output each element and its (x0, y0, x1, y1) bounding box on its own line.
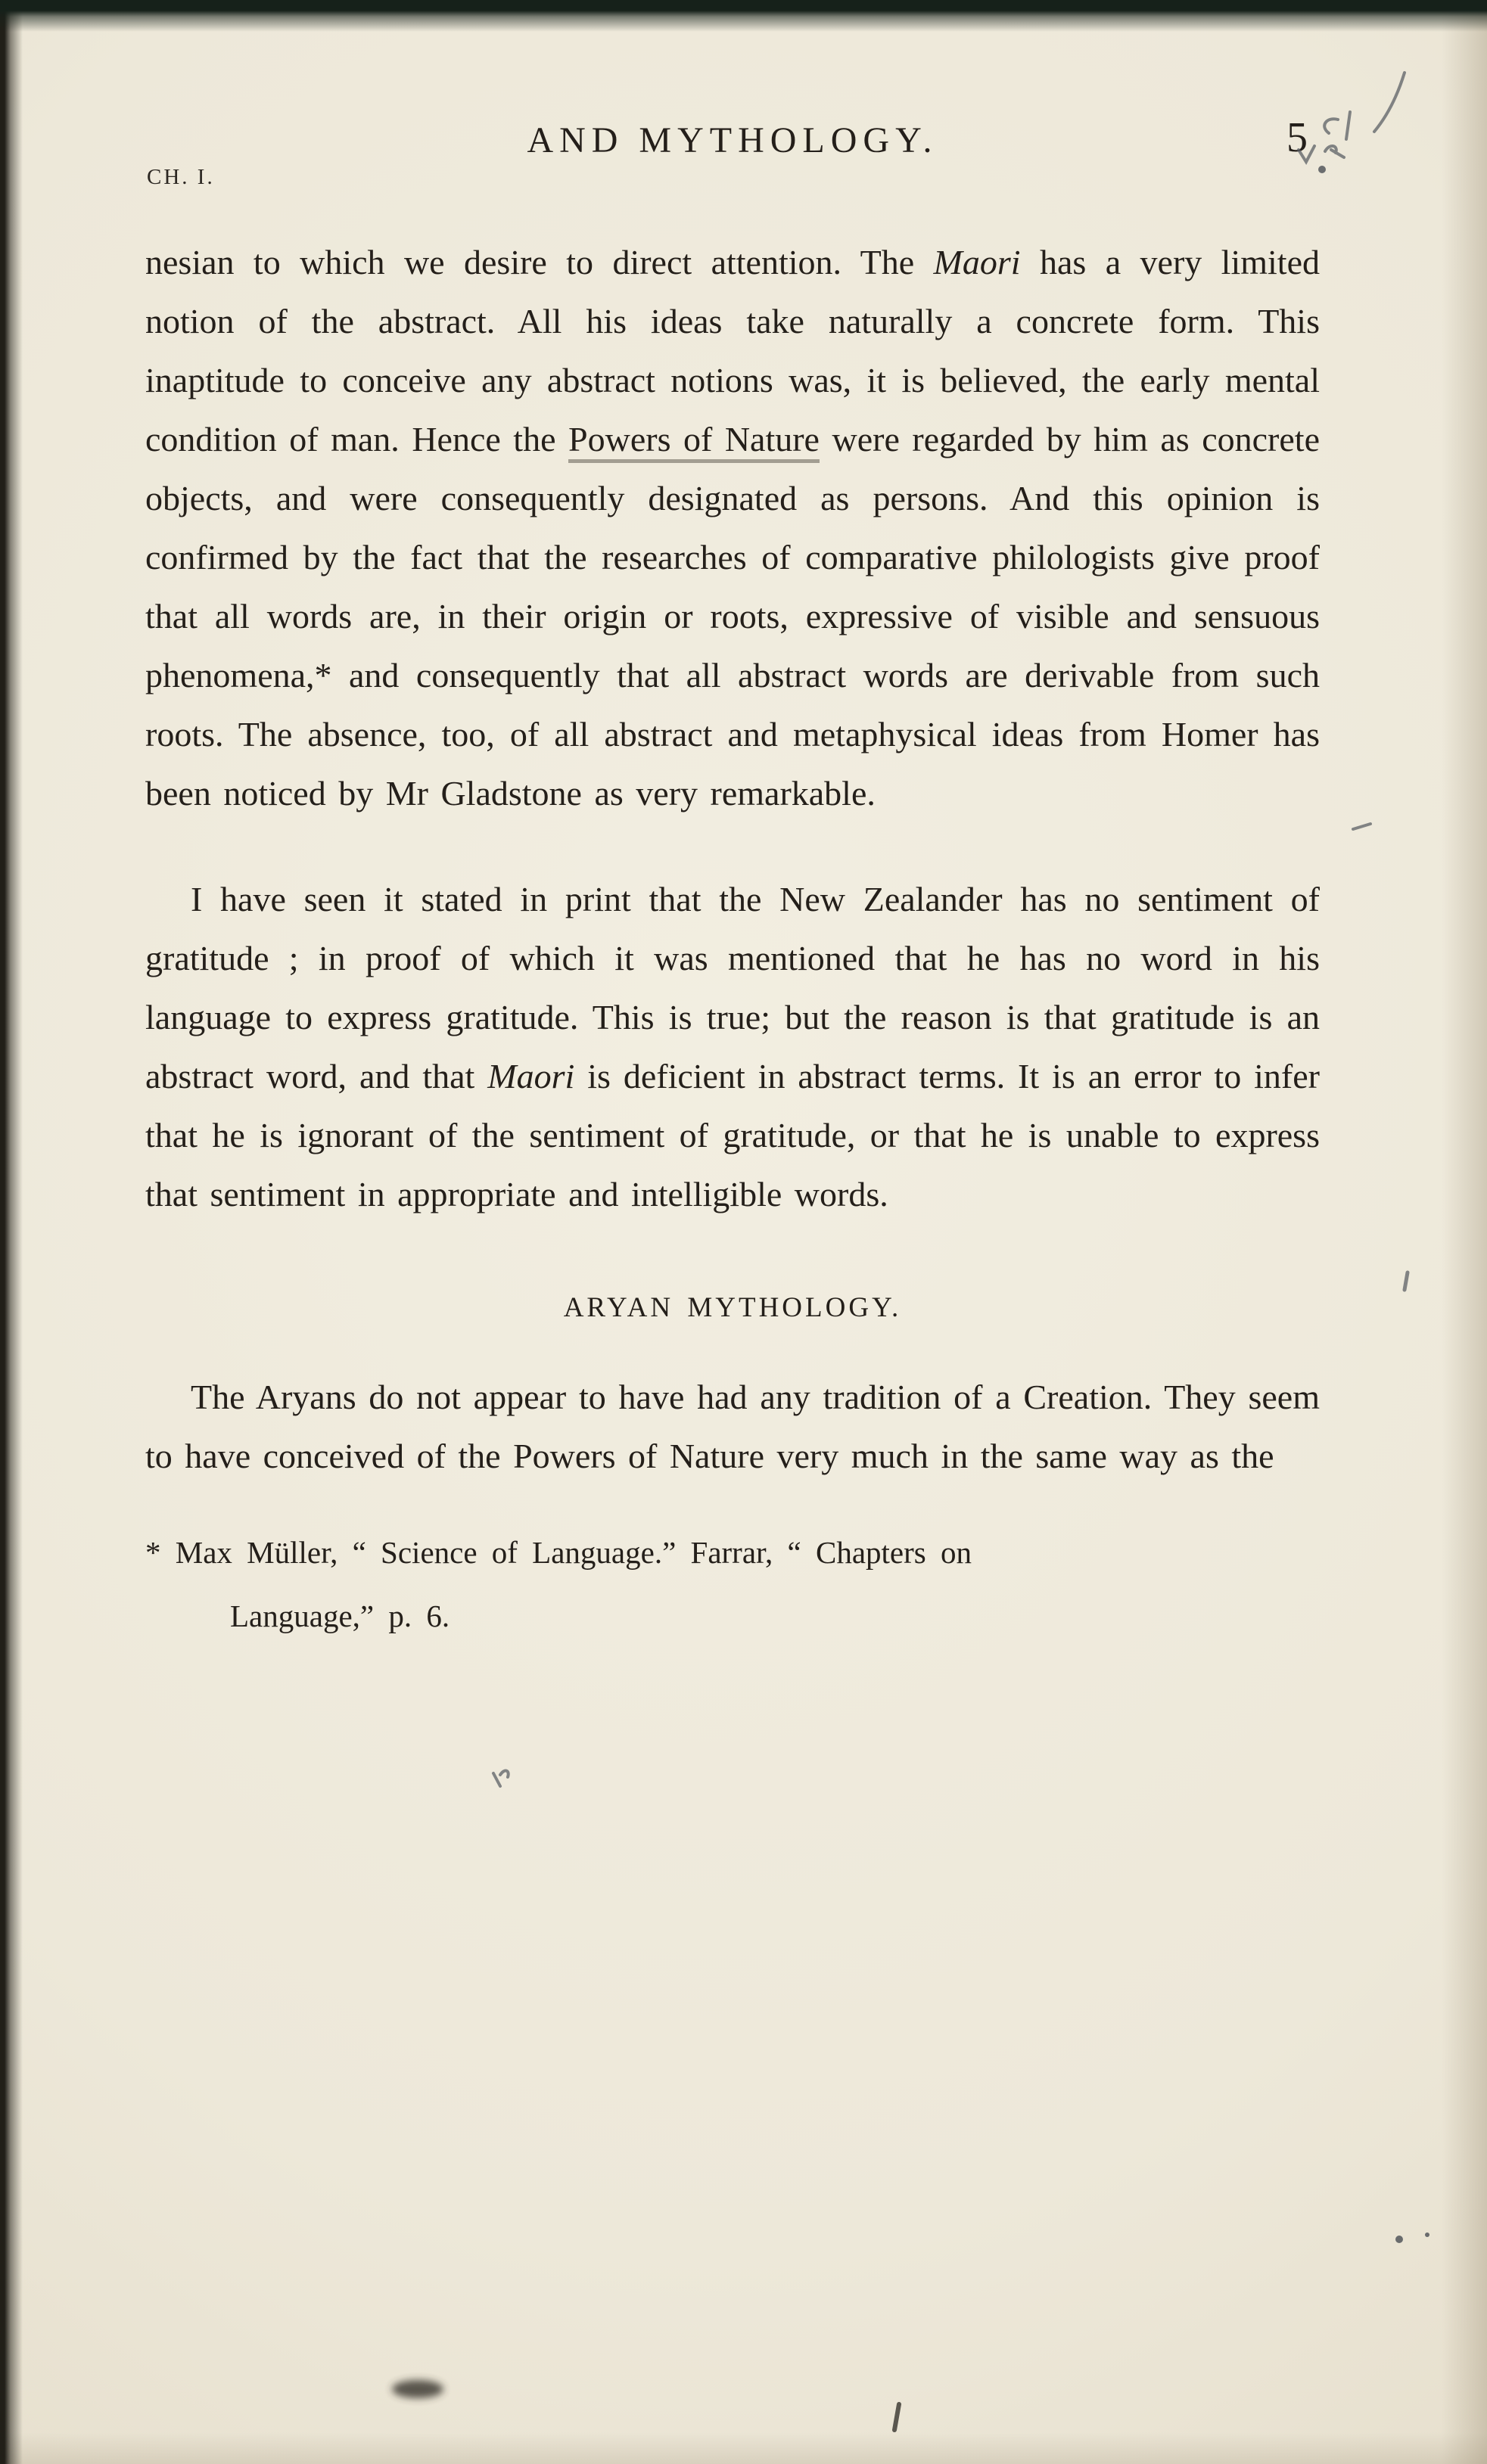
pencil-slash-icon (1374, 73, 1405, 132)
footnote (145, 1521, 1320, 1648)
pencil-tick-heading-icon (493, 1771, 509, 1786)
italic-text: Maori (933, 243, 1021, 281)
page-title: AND MYTHOLOGY. (527, 120, 938, 160)
running-header (145, 114, 1320, 233)
body-sections (145, 233, 1320, 1486)
chapter-label: CH. I. (147, 165, 215, 189)
paragraph (145, 870, 1320, 1224)
ink-smudge-icon (392, 2380, 443, 2398)
page-number: 5 (1286, 114, 1308, 161)
text-run: nesian to which we desire to direct attention. The (145, 243, 934, 281)
text-run: has a very limited notion of the abstract. All his ideas take naturally a concrete form. This inaptitude to conceive any abstract notions was, it is believed, the early mental condition of man. Hence the (145, 243, 1320, 458)
text-run: is deficient in abstract terms. It is an error to infer that he is ignorant of the sentiment of gratitude, or that he is unable to express that sentiment in appropriate and intelligible words. (145, 1057, 1320, 1213)
text-run: The Aryans do not appear to have had any tradition of a Creation. They seem to have conceived of the Powers of Nature very much in the same way as the (145, 1378, 1320, 1475)
italic-text: Maori (487, 1057, 575, 1095)
paragraph (145, 233, 1320, 823)
text-run: were regarded by him as concrete objects, and were consequently designated as persons. And this opinion is confirmed by the fact that the researches of comparative philologists give proof that all words are, in their origin or roots, expressive of visible and sensuous phenomena,* and consequently that all abstract words are derivable from such roots. The absence, too, of all abstract and metaphysical ideas from Homer has been noticed by Mr Gladstone as very remarkable. (145, 420, 1320, 813)
pencil-underline-text: Powers of Nature (568, 420, 820, 463)
pencil-dash-icon (1353, 824, 1370, 829)
pencil-scribble-c-icon (1324, 112, 1350, 139)
footnote-line-2: Language,” p. 6. (230, 1599, 450, 1633)
footnote-line-1: * Max Müller, “ Science of Language.” Farrar, “ Chapters on (145, 1535, 972, 1570)
paragraph (145, 1368, 1320, 1486)
pencil-footnote-dot-icon (1395, 2236, 1403, 2243)
section-heading: ARYAN MYTHOLOGY. (563, 1292, 902, 1323)
text-run: I have seen it stated in print that the New Zealander has no sentiment of gratitude ; in proof of which it was mentioned that he has no word in his language to express gratitude. This is true; but the reason is that gratitude is an abstract word, and that (145, 880, 1320, 1095)
pencil-footnote-dot2-icon (1425, 2233, 1429, 2237)
pencil-apostrophe-icon (1405, 1272, 1408, 1290)
pencil-bottom-tick-icon (894, 2404, 899, 2430)
printed-text-area (145, 114, 1320, 1679)
